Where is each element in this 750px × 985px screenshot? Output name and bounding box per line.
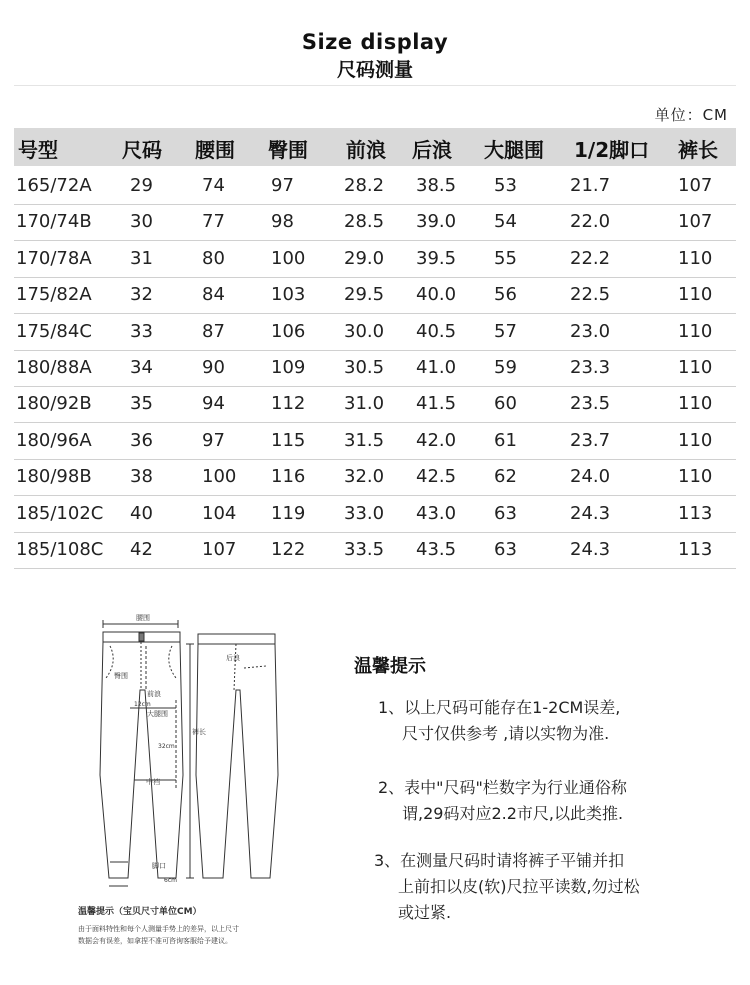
tip-line: 尺寸仅供参考 ,请以实物为准. [402, 724, 610, 743]
table-cell: 36 [130, 429, 153, 451]
hip-label: 臀围 [114, 672, 128, 680]
column-header: 裤长 [678, 138, 718, 162]
table-cell: 90 [202, 357, 225, 378]
diagram-caption-line: 数据会有误差，如拿捏不准可咨询客服给予建议。 [78, 937, 232, 945]
table-cell: 39.5 [416, 247, 457, 269]
table-row [14, 204, 736, 241]
table-cell: 110 [678, 429, 713, 451]
tip-item [378, 775, 627, 827]
table-row [14, 386, 736, 423]
table-cell: 33 [130, 320, 153, 342]
table-row [14, 496, 736, 533]
table-cell: 29.0 [344, 247, 385, 269]
table-cell: 110 [678, 284, 713, 306]
table-cell: 43.5 [416, 539, 457, 560]
table-cell: 34 [130, 357, 153, 378]
table-header [14, 128, 736, 166]
table-cell: 77 [202, 211, 225, 233]
table-row [14, 459, 736, 496]
table-cell: 110 [678, 393, 713, 415]
table-cell: 31 [130, 247, 153, 269]
table-cell: 29 [130, 175, 153, 196]
table-cell: 57 [494, 320, 517, 342]
table-cell: 59 [494, 357, 517, 378]
diagram-caption-title: 温馨提示（宝贝尺寸单位CM） [78, 907, 202, 917]
title-cn: 尺码测量 [336, 59, 413, 81]
tip-line: 3、在测量尺码时请将裤子平铺并扣 [374, 851, 625, 870]
table-cell: 41.5 [416, 393, 457, 415]
table-cell: 170/74B [16, 211, 92, 233]
column-header: 腰围 [195, 138, 235, 162]
knee-label: 中裆 [146, 778, 160, 786]
table-cell: 119 [271, 502, 306, 524]
table-cell: 63 [494, 502, 517, 524]
table-cell: 180/92B [16, 393, 92, 415]
table-cell: 33.5 [344, 539, 385, 560]
table-cell: 107 [202, 539, 237, 560]
trousers-diagram [68, 610, 333, 960]
title-en: Size display [301, 30, 449, 54]
thigh-offset-label: 12cm [134, 701, 151, 708]
thigh-label: 大腿围 [147, 710, 168, 718]
table-cell: 175/82A [16, 284, 92, 306]
table-cell: 40.5 [416, 320, 457, 342]
tips-title: 温馨提示 [354, 656, 426, 677]
table-cell: 29.5 [344, 284, 385, 306]
table-cell: 40.0 [416, 284, 457, 306]
table-cell: 60 [494, 393, 517, 415]
table-cell: 104 [202, 502, 237, 524]
column-header: 前浪 [346, 138, 386, 162]
hem-label: 脚口 [152, 862, 166, 870]
table-cell: 107 [678, 175, 713, 196]
table-cell: 28.5 [344, 211, 385, 233]
column-header: 大腿围 [484, 138, 544, 162]
column-header: 后浪 [412, 138, 452, 162]
table-cell: 103 [271, 284, 306, 306]
table-cell: 42.0 [416, 429, 457, 451]
table-cell: 175/84C [16, 320, 92, 342]
table-cell: 38.5 [416, 175, 457, 196]
table-cell: 32.0 [344, 466, 385, 488]
tip-item [374, 848, 640, 926]
table-cell: 23.0 [570, 320, 611, 342]
table-cell: 170/78A [16, 247, 92, 269]
table-cell: 185/108C [16, 539, 104, 560]
tip-line: 谓,29码对应2.2市尺,以此类推. [402, 804, 624, 823]
column-header: 尺码 [122, 138, 162, 162]
table-cell: 53 [494, 175, 517, 196]
table-row [14, 168, 736, 205]
table-cell: 23.7 [570, 429, 611, 451]
unit-label: 单位：CM [654, 106, 728, 124]
table-cell: 31.0 [344, 393, 385, 415]
table-cell: 97 [271, 175, 294, 196]
table-cell: 87 [202, 320, 225, 342]
table-cell: 110 [678, 247, 713, 269]
table-cell: 39.0 [416, 211, 457, 233]
table-cell: 62 [494, 466, 517, 488]
table-cell: 109 [271, 357, 306, 378]
table-cell: 180/98B [16, 466, 92, 488]
table-row [14, 314, 736, 351]
table-row [14, 532, 736, 569]
table-cell: 84 [202, 284, 225, 306]
table-cell: 113 [678, 502, 713, 524]
table-row [14, 350, 736, 387]
table-cell: 63 [494, 539, 517, 560]
table-cell: 113 [678, 539, 713, 560]
table-cell: 110 [678, 357, 713, 378]
tip-line: 2、表中"尺码"栏数字为行业通俗称 [378, 778, 627, 797]
table-cell: 22.0 [570, 211, 611, 233]
inseam-offset-label: 32cm [158, 743, 175, 750]
table-cell: 30.0 [344, 320, 385, 342]
table-cell: 112 [271, 393, 306, 415]
table-cell: 185/102C [16, 502, 104, 524]
table-row [14, 423, 736, 460]
table-cell: 74 [202, 175, 225, 196]
table-cell: 41.0 [416, 357, 457, 378]
table-cell: 94 [202, 393, 225, 415]
table-cell: 61 [494, 429, 517, 451]
divider [14, 85, 736, 86]
table-cell: 54 [494, 211, 517, 233]
table-cell: 35 [130, 393, 153, 415]
back-rise-label: 后浪 [226, 654, 240, 662]
table-cell: 21.7 [570, 175, 611, 196]
table-cell: 28.2 [344, 175, 385, 196]
table-cell: 80 [202, 247, 225, 269]
table-cell: 22.5 [570, 284, 611, 306]
table-cell: 100 [202, 466, 237, 488]
table-cell: 116 [271, 466, 306, 488]
table-cell: 97 [202, 429, 225, 451]
table-cell: 30.5 [344, 357, 385, 378]
table-cell: 107 [678, 211, 713, 233]
table-cell: 122 [271, 539, 306, 560]
table-row [14, 241, 736, 278]
table-cell: 55 [494, 247, 517, 269]
front-rise-label: 前浪 [147, 690, 161, 698]
table-cell: 42 [130, 539, 153, 560]
table-cell: 110 [678, 466, 713, 488]
tip-line: 1、以上尺码可能存在1-2CM误差, [378, 698, 621, 717]
table-cell: 42.5 [416, 466, 457, 488]
table-cell: 165/72A [16, 175, 92, 196]
table-cell: 22.2 [570, 247, 611, 269]
tip-line: 或过紧. [398, 903, 452, 922]
table-cell: 180/88A [16, 357, 92, 378]
tip-line: 上前扣以皮(软)尺拉平读数,勿过松 [398, 877, 640, 896]
tip-item [378, 695, 620, 747]
diagram-caption-line: 由于面料特性和每个人测量手势上的差异，以上尺寸 [78, 925, 239, 933]
table-cell: 32 [130, 284, 153, 306]
table-cell: 180/96A [16, 429, 92, 451]
waist-label: 腰围 [136, 614, 150, 622]
table-cell: 115 [271, 429, 306, 451]
table-cell: 43.0 [416, 502, 457, 524]
table-cell: 38 [130, 466, 153, 488]
length-label: 裤长 [192, 728, 206, 736]
table-row [14, 277, 736, 314]
table-cell: 24.0 [570, 466, 611, 488]
table-cell: 23.5 [570, 393, 611, 415]
table-cell: 30 [130, 211, 153, 233]
table-cell: 56 [494, 284, 517, 306]
column-header: 1/2脚口 [574, 138, 650, 162]
column-header: 号型 [18, 138, 58, 162]
table-cell: 31.5 [344, 429, 385, 451]
table-cell: 40 [130, 502, 153, 524]
hem-offset-label: 6cm [164, 877, 177, 884]
table-cell: 110 [678, 320, 713, 342]
table-cell: 23.3 [570, 357, 611, 378]
table-cell: 33.0 [344, 502, 385, 524]
table-cell: 98 [271, 211, 294, 233]
table-cell: 106 [271, 320, 306, 342]
table-cell: 100 [271, 247, 306, 269]
table-cell: 24.3 [570, 539, 611, 560]
table-cell: 24.3 [570, 502, 611, 524]
column-header: 臀围 [268, 138, 308, 162]
